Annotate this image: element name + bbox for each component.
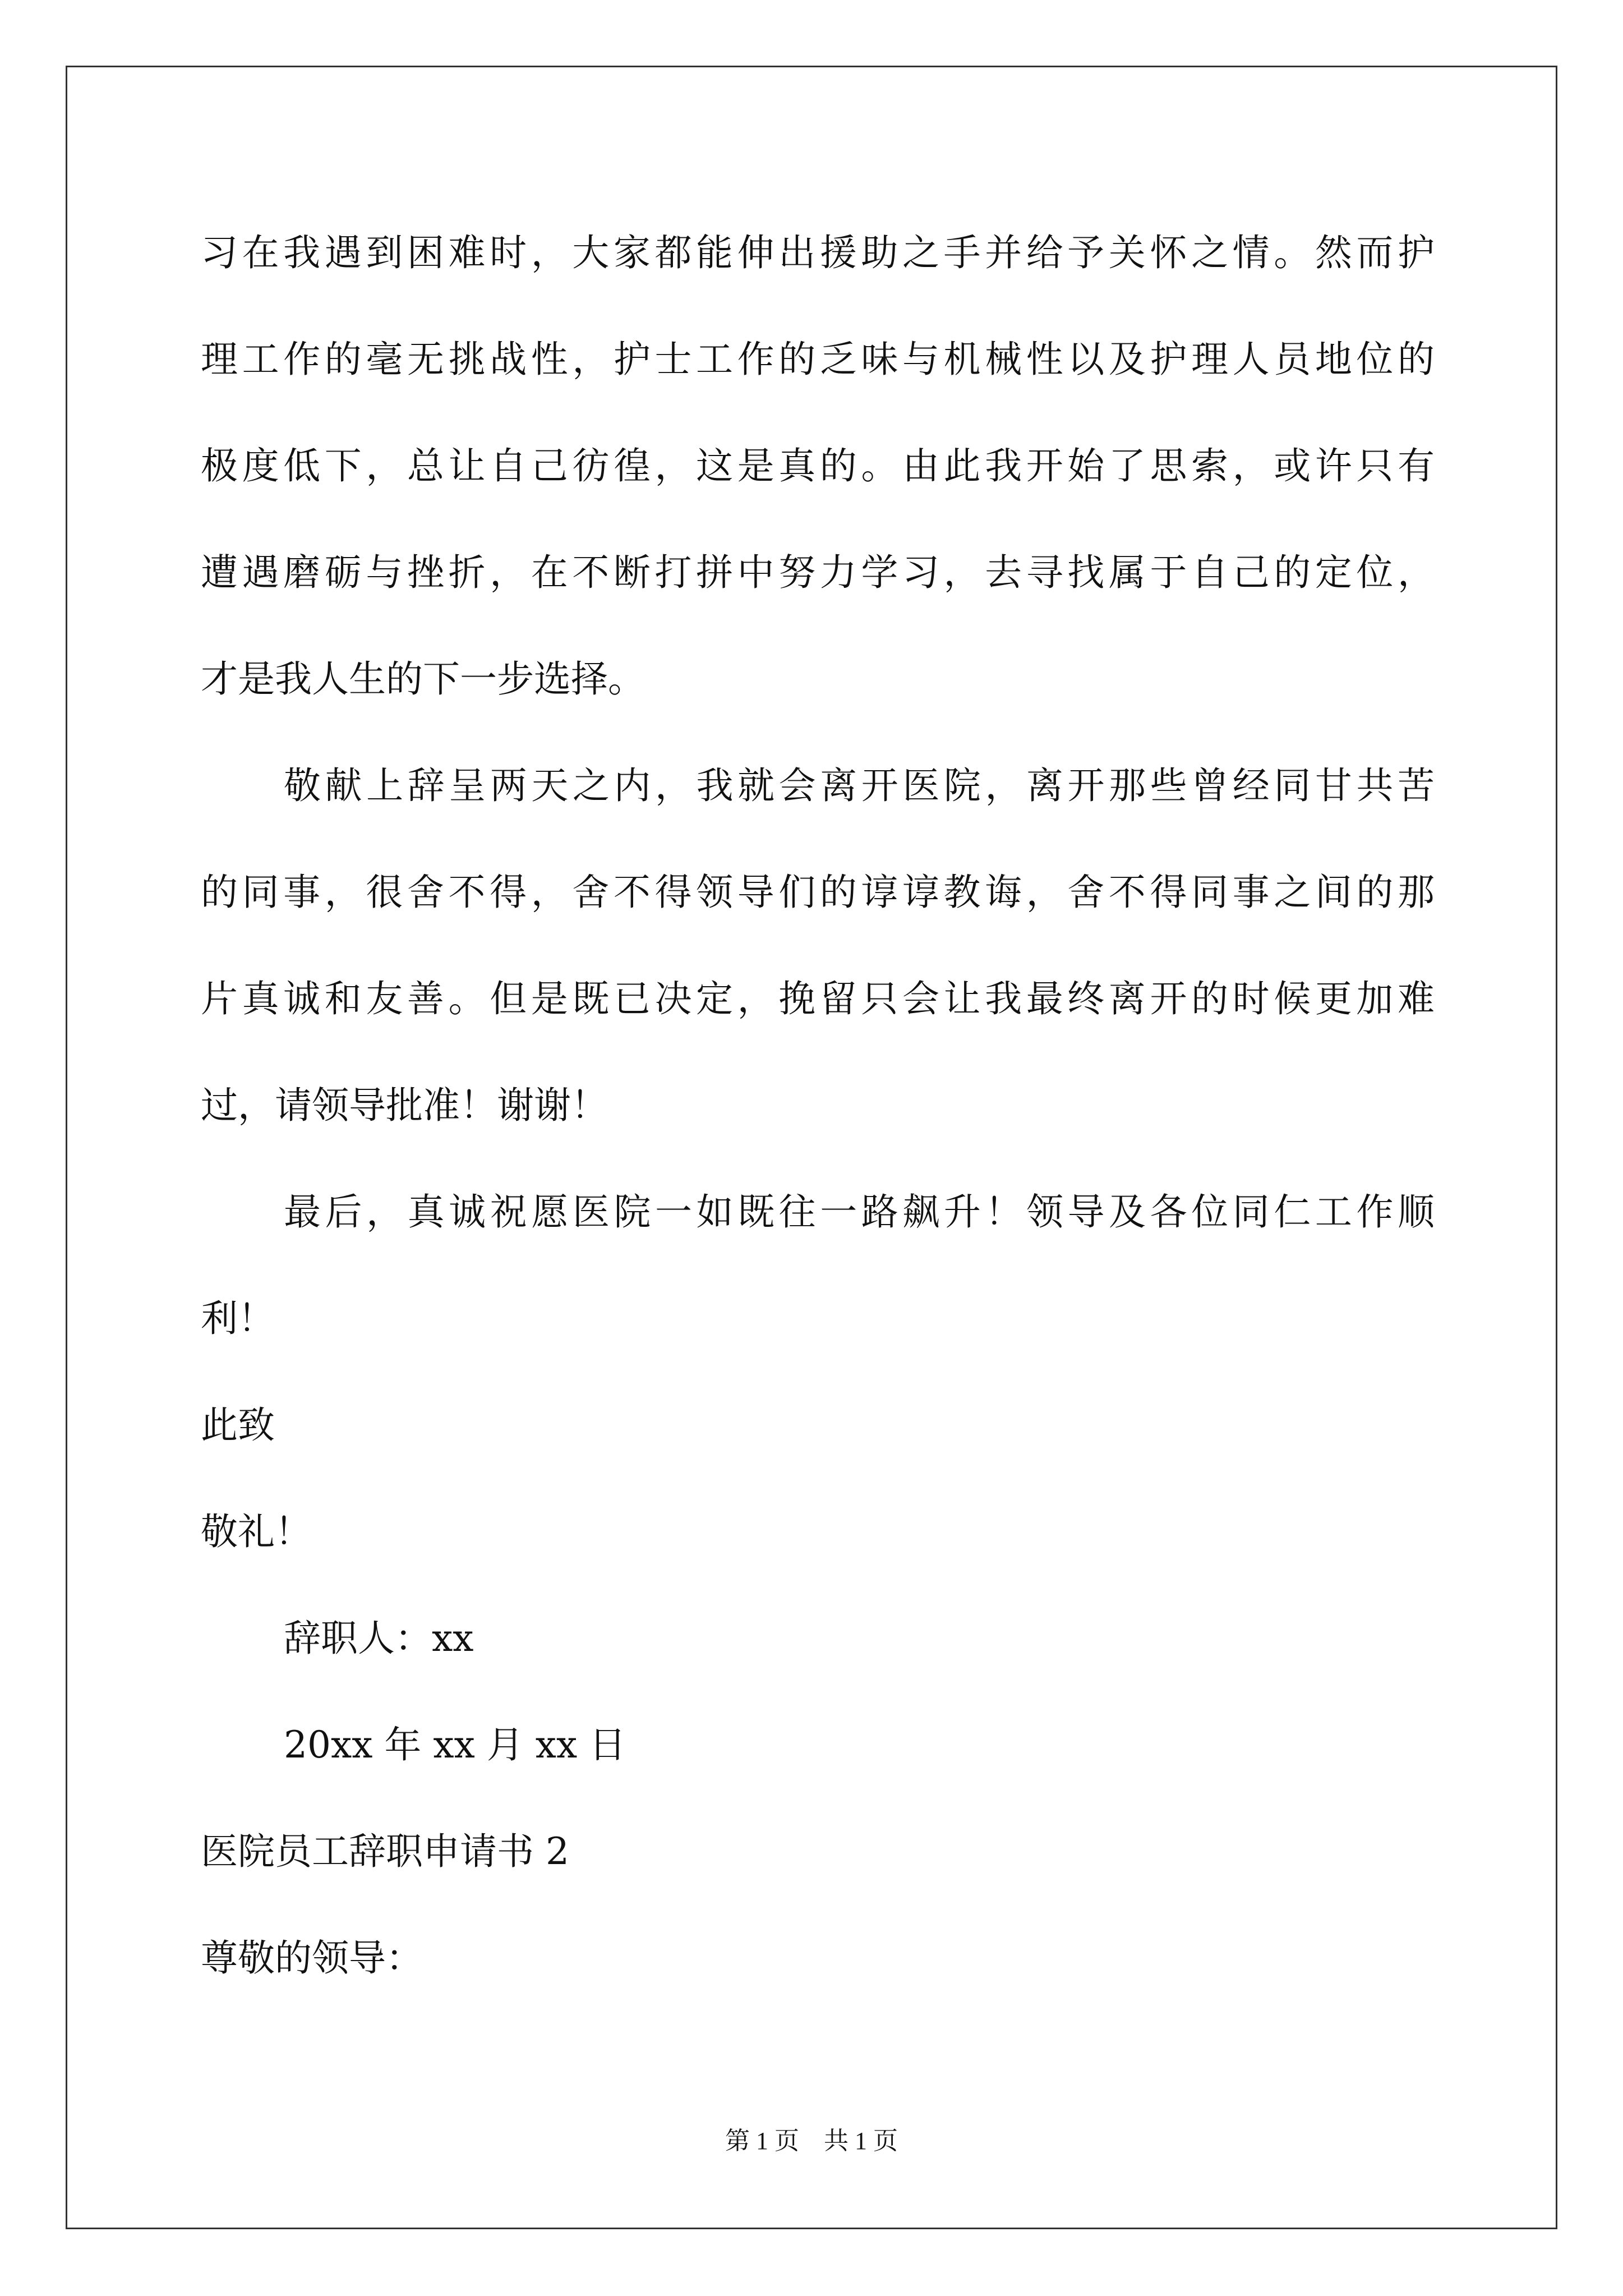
text-line: 才是我人生的下一步选择。: [201, 657, 645, 701]
page-footer: [0, 2120, 1623, 2156]
text-line: 习在我遇到困难时，大家都能伸出援助之手并给予关怀之情。然而护: [201, 231, 1435, 274]
text-line: 片真诚和友善。但是既已决定，挽留只会让我最终离开的时候更加难: [201, 977, 1435, 1020]
closing-line: 此致: [201, 1404, 275, 1447]
text-line: 的同事，很舍不得，舍不得领导们的谆谆教诲，舍不得同事之间的那: [201, 871, 1435, 914]
text-line: 理工作的毫无挑战性，护士工作的乏味与机械性以及护理人员地位的: [201, 338, 1435, 381]
document-body: [201, 200, 1435, 2012]
date: 20xx 年 xx 月 xx 日: [284, 1723, 626, 1766]
text-line: 过，请领导批准！谢谢！: [201, 1084, 608, 1127]
text-line: 极度低下，总让自己彷徨，这是真的。由此我开始了思索，或许只有: [201, 444, 1435, 487]
text-line: 遭遇磨砺与挫折，在不断打拼中努力学习，去寻找属于自己的定位，: [201, 551, 1435, 594]
salutation: 尊敬的领导：: [201, 1936, 423, 1980]
text-line: 敬献上辞呈两天之内，我就会离开医院，离开那些曾经同甘共苦: [284, 764, 1435, 807]
text-line: 最后，真诚祝愿医院一如既往一路飙升！领导及各位同仁工作顺: [284, 1190, 1435, 1234]
page-total: 共 1 页: [824, 2127, 898, 2155]
page-number: 第 1 页: [725, 2127, 799, 2155]
closing-line: 敬礼！: [201, 1510, 312, 1553]
section-title: 医院员工辞职申请书 2: [201, 1830, 569, 1873]
signer: 辞职人：xx: [284, 1617, 474, 1660]
text-line: 利！: [201, 1297, 275, 1340]
